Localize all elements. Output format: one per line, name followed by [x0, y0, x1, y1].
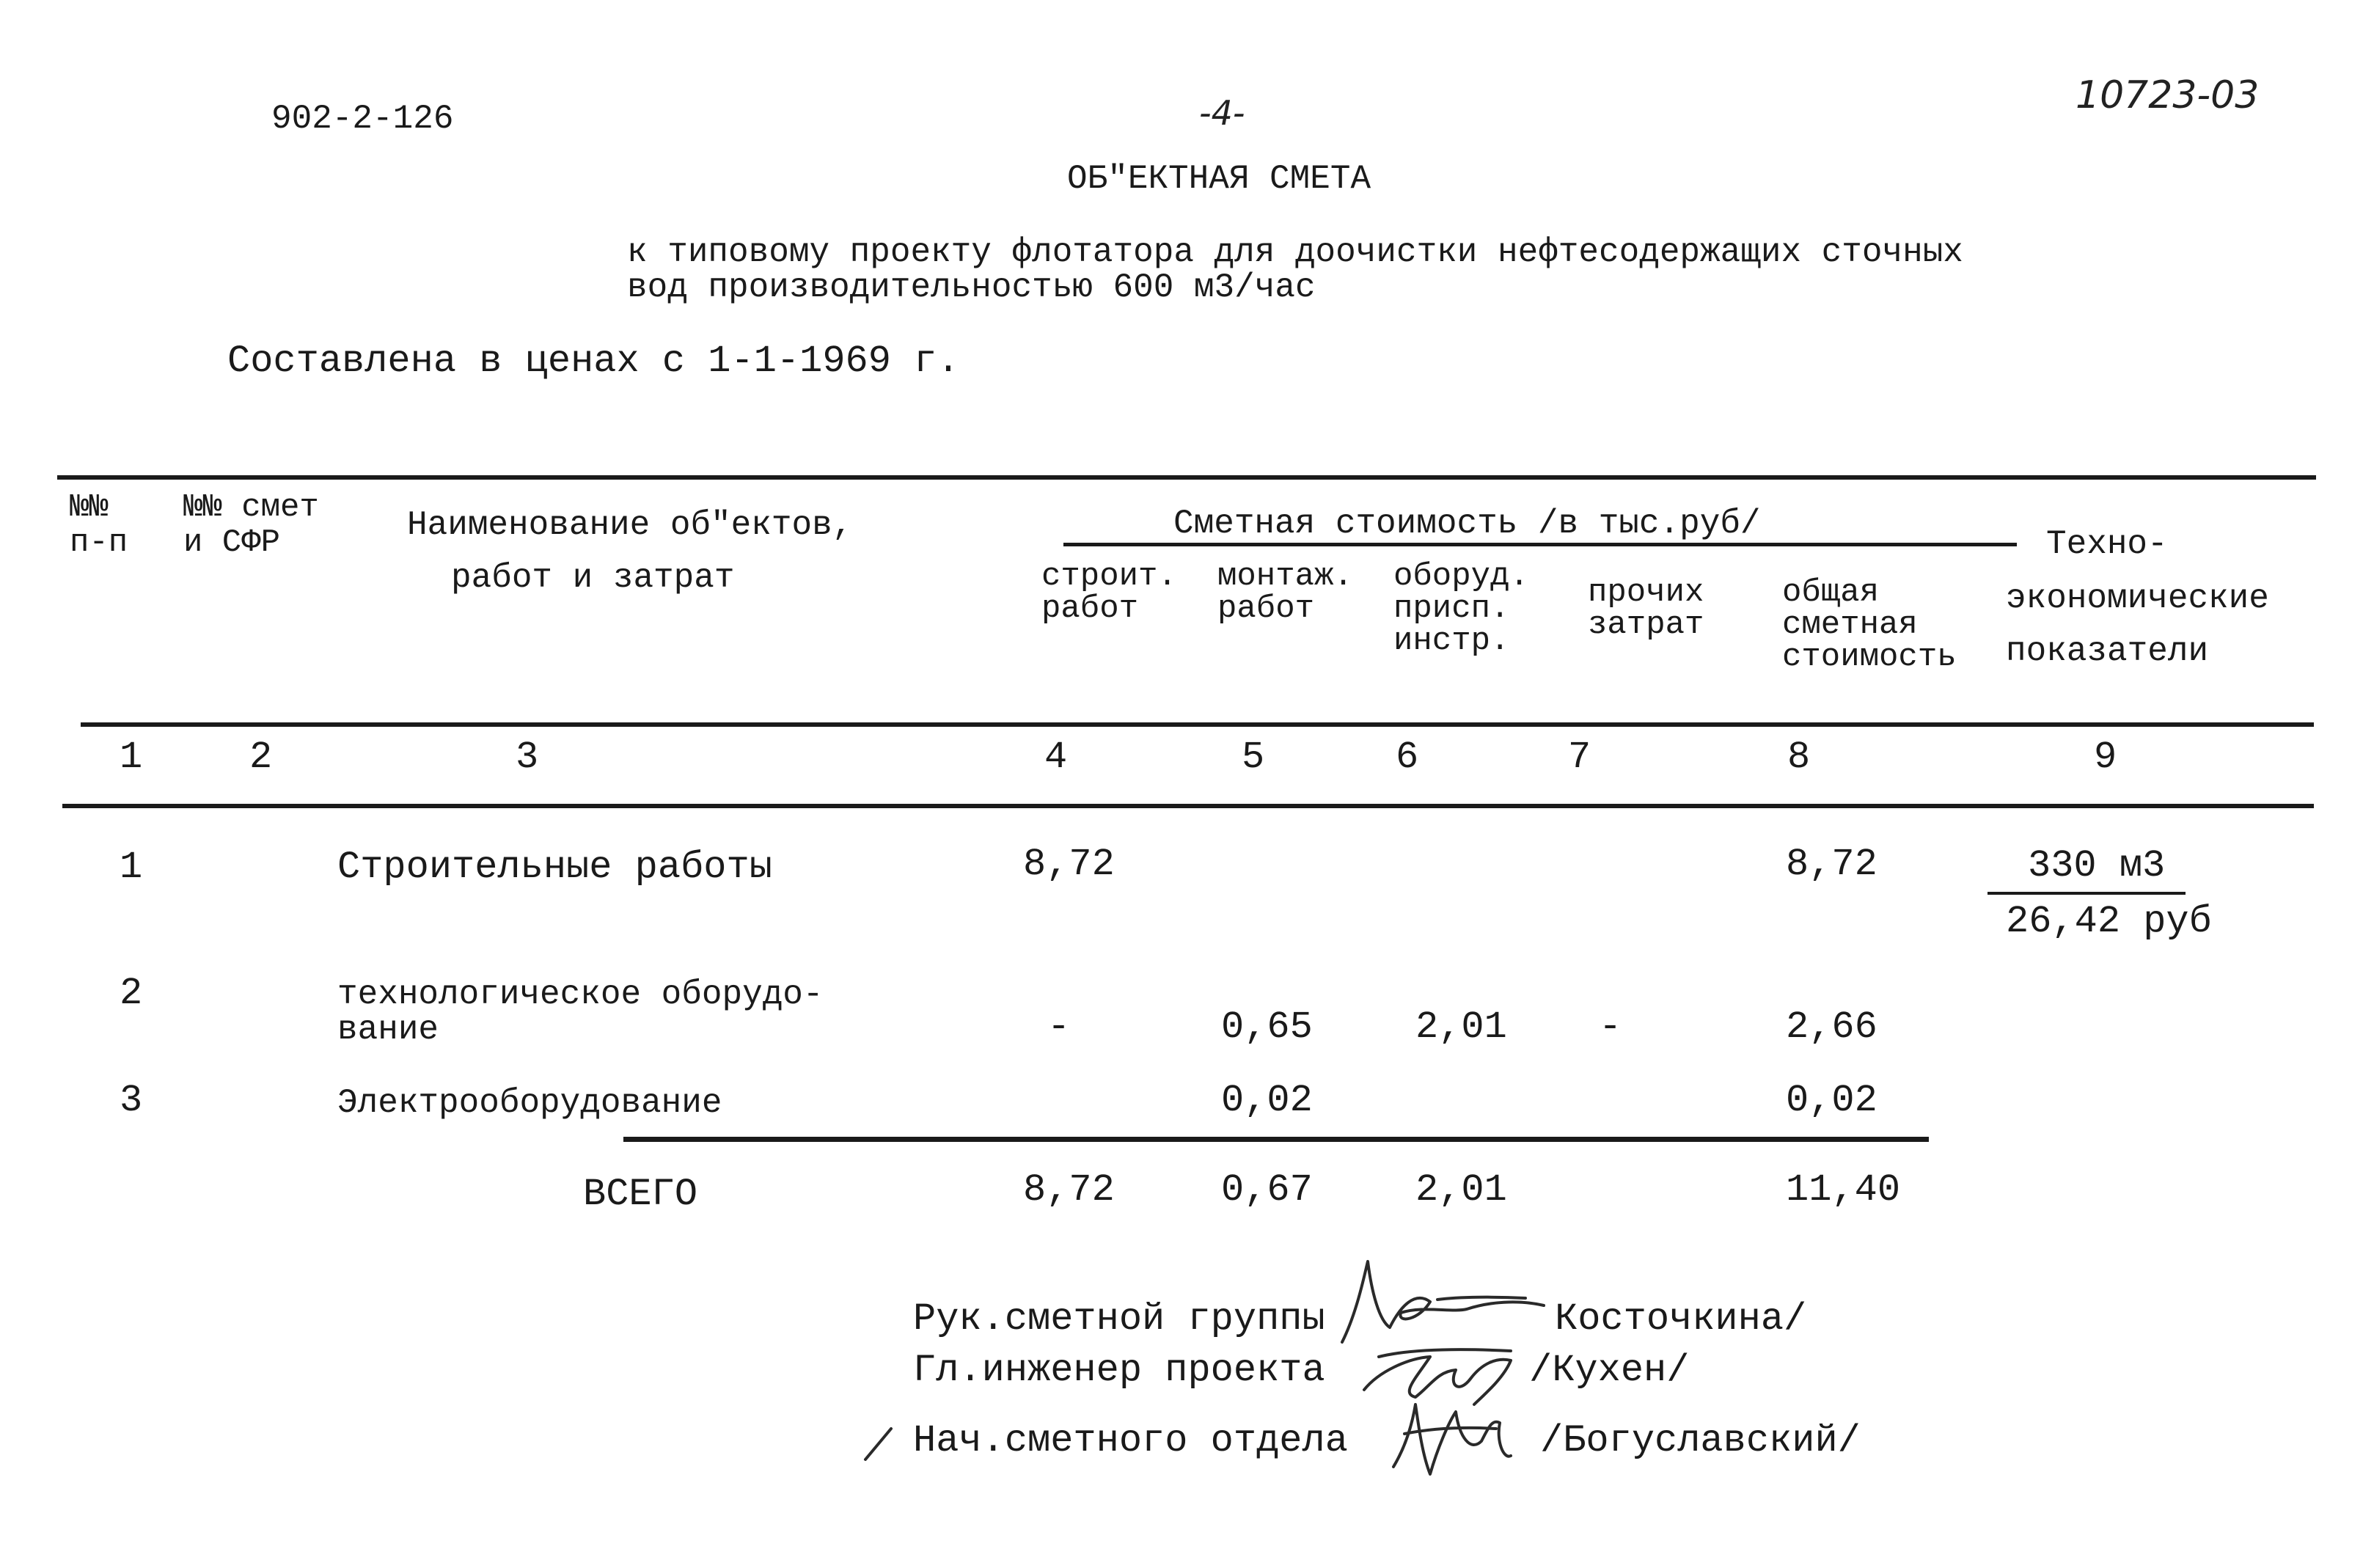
document-code: 902-2-126 [271, 100, 454, 138]
signature-name: /Богуславский/ [1540, 1419, 1861, 1462]
subtitle-line-2: вод производительностью 600 м3/час [627, 268, 1316, 307]
column-numbers-rule [62, 804, 2314, 808]
row-name-line-2: вание [337, 1011, 439, 1049]
row-installation-cost: 0,65 [1221, 1005, 1313, 1049]
row-construction-cost: - [1047, 1005, 1071, 1049]
header-other: прочих затрат [1588, 574, 1704, 643]
column-number: 9 [2094, 736, 2117, 779]
signature-name: /Кухен/ [1529, 1349, 1690, 1392]
total-overall-cost: 11,40 [1786, 1168, 1901, 1212]
row-other-cost: - [1599, 1005, 1622, 1049]
header-name-line-1: Наименование об"ектов, [407, 506, 853, 544]
row-construction-cost: 8,72 [1023, 843, 1115, 886]
tech-indicator-unit-cost: 26,42 руб [2006, 900, 2212, 943]
page-number: -4- [1199, 93, 1245, 133]
document-title: ОБ"ЕКТНАЯ СМЕТА [1067, 160, 1371, 198]
signature-role: Гл.инженер проекта [913, 1349, 1325, 1392]
column-number: 2 [249, 736, 273, 779]
header-row-number: №№ п-п [70, 489, 128, 562]
column-number: 3 [516, 736, 539, 779]
table-top-rule [57, 475, 2316, 480]
header-name-line-2: работ и затрат [451, 559, 735, 597]
signature-scribble-1 [1342, 1261, 1544, 1342]
column-number: 4 [1044, 736, 1068, 779]
tech-fraction-line [1988, 892, 2186, 895]
header-bottom-rule [81, 722, 2314, 727]
row-equipment-cost: 2,01 [1415, 1005, 1507, 1049]
row-name: Электрооборудование [337, 1084, 722, 1122]
signature-role: Рук.сметной группы [913, 1297, 1325, 1341]
header-equipment: оборуд. присп. инстр. [1393, 558, 1529, 659]
row-total-cost: 0,02 [1786, 1079, 1877, 1122]
row-name: Строительные работы [337, 846, 772, 889]
total-installation-cost: 0,67 [1221, 1168, 1313, 1212]
signature-role: Нач.сметного отдела [913, 1419, 1348, 1462]
row-total-cost: 8,72 [1786, 843, 1877, 886]
prices-note: Составлена в ценах с 1-1-1969 г. [227, 340, 960, 383]
header-tech-line-1: Техно- [2046, 525, 2168, 563]
header-total-cost: общая сметная стоимость [1782, 574, 1957, 675]
header-construction: строит. работ [1041, 558, 1177, 627]
column-number: 7 [1568, 736, 1591, 779]
total-construction-cost: 8,72 [1023, 1168, 1115, 1212]
column-number: 1 [120, 736, 143, 779]
header-tech-line-3: показатели [2006, 632, 2209, 670]
header-installation: монтаж. работ [1217, 558, 1353, 627]
tech-indicator-volume: 330 м3 [2028, 844, 2166, 887]
total-label: ВСЕГО [583, 1173, 698, 1216]
header-estimate-number: №№ смет и СФР [183, 489, 319, 562]
stray-mark [865, 1429, 891, 1459]
total-rule [623, 1137, 1929, 1142]
row-number: 1 [120, 846, 143, 889]
column-number: 8 [1787, 736, 1811, 779]
row-number: 3 [120, 1079, 143, 1122]
signature-name: Косточкина/ [1555, 1297, 1807, 1341]
column-number: 6 [1396, 736, 1419, 779]
signature-scribble-2 [1364, 1349, 1511, 1404]
row-name-line-1: технологическое оборудо- [337, 975, 824, 1014]
row-number: 2 [120, 972, 143, 1015]
row-total-cost: 2,66 [1786, 1005, 1877, 1049]
total-equipment-cost: 2,01 [1415, 1168, 1507, 1212]
row-installation-cost: 0,02 [1221, 1079, 1313, 1122]
signature-scribble-3 [1393, 1404, 1511, 1474]
subtitle-line-1: к типовому проекту флотатора для доочистки нефтесодержащих сточных [627, 233, 1963, 271]
header-tech-line-2: экономические [2006, 579, 2269, 618]
header-cost-group: Сметная стоимость /в тыс.руб/ [1173, 505, 1761, 543]
archive-number: 10723-03 [2076, 73, 2260, 117]
column-number: 5 [1242, 736, 1265, 779]
